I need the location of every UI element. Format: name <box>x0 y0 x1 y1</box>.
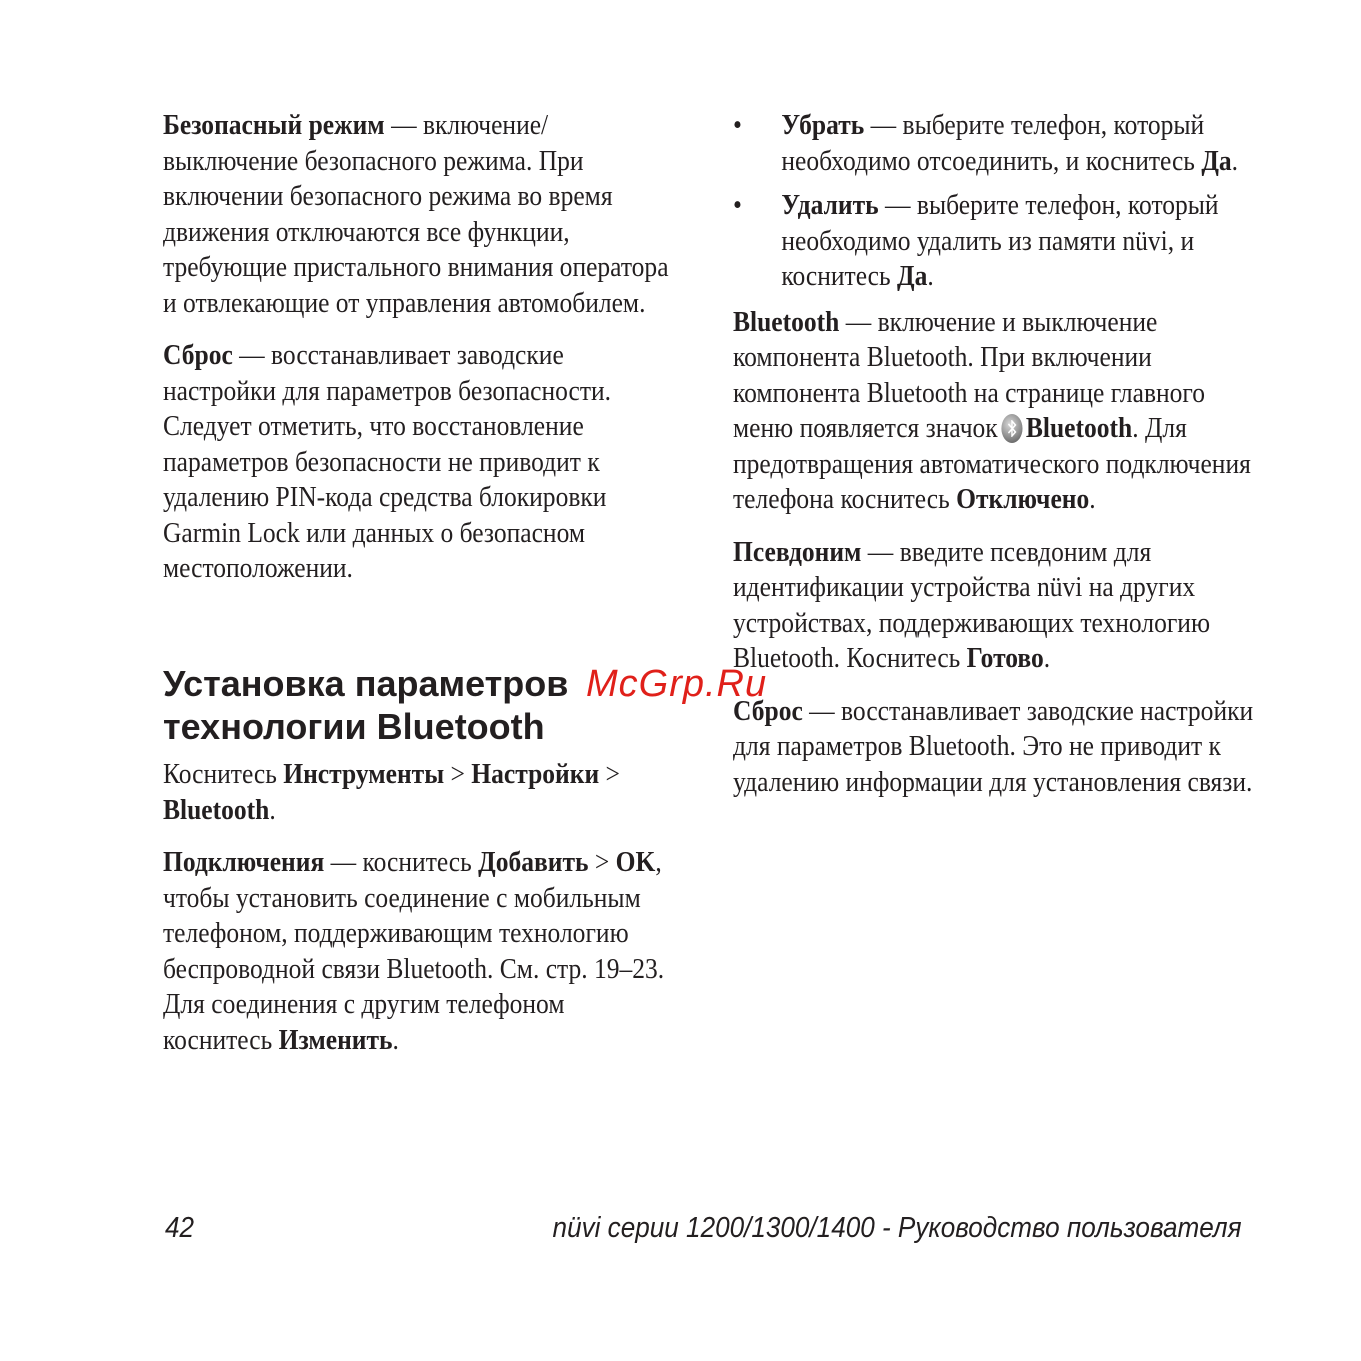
connections-paragraph: Подключения — коснитесь Добавить > OK, чтобы установить соединение с мобильным телефоном, поддерживающим технологию беспроводной связи Bluetooth. См. стр. 19–23. Для соединения с другим телефоном коснитесь Изменить. <box>163 846 665 1056</box>
phone-actions-list <box>733 108 1254 295</box>
right-column <box>733 108 1254 817</box>
bullet-marker: • <box>733 109 742 141</box>
bullet-marker: • <box>733 189 742 221</box>
nickname-paragraph: Псевдоним — введите псевдоним для идентификации устройства nüvi на других устройствах, поддерживающих технологию Bluetooth. Коснитесь Готово. <box>733 535 1211 674</box>
section-heading: Установка параметров технологии Bluetooth <box>163 663 569 747</box>
nav-path-paragraph: Коснитесь Инструменты > Настройки > Bluetooth. <box>163 758 620 826</box>
bluetooth-paragraph: Bluetooth — включение и выключение компонента Bluetooth. При включении компонента Bluetooth на странице главного меню появляется значок Bluetooth. Для предотвращения автоматического подключения телефона коснитесь Отключено. <box>733 305 1251 515</box>
document-title: nüvi серии 1200/1300/1400 - Руководство пользователя <box>552 1212 1242 1244</box>
list-item: • Убрать — выберите телефон, который необходимо отсоединить, и коснитесь Да. <box>733 109 1239 177</box>
safe-mode-paragraph: Безопасный режим — включение/ выключение безопасного режима. При включении безопасного режима во время движения отключаются все функции, требующие пристального внимания оператора и отвлекающие от управления автомобилем. <box>163 109 669 319</box>
list-item: • Удалить — выберите телефон, который необходимо удалить из памяти nüvi, и коснитесь Да. <box>733 189 1219 292</box>
reset-bluetooth-paragraph: Сброс — восстанавливает заводские настройки для параметров Bluetooth. Это не приводит к удалению информации для установления связи. <box>733 694 1254 798</box>
page-number: 42 <box>165 1212 195 1244</box>
bluetooth-icon <box>1001 414 1022 443</box>
watermark: McGrp.Ru <box>586 663 768 705</box>
safe-mode-term: Безопасный режим <box>163 109 385 141</box>
connections-term: Подключения <box>163 846 325 878</box>
left-column <box>163 108 669 604</box>
reset-term: Сброс <box>163 339 233 371</box>
reset-paragraph: Сброс — восстанавливает заводские настройки для параметров безопасности. Следует отметить, что восстановление параметров безопасности не приводит к удалению PIN-кода средства блокировки Garmin Lock или данных о безопасном местоположении. <box>163 339 612 584</box>
left-column-lower <box>163 757 669 1075</box>
